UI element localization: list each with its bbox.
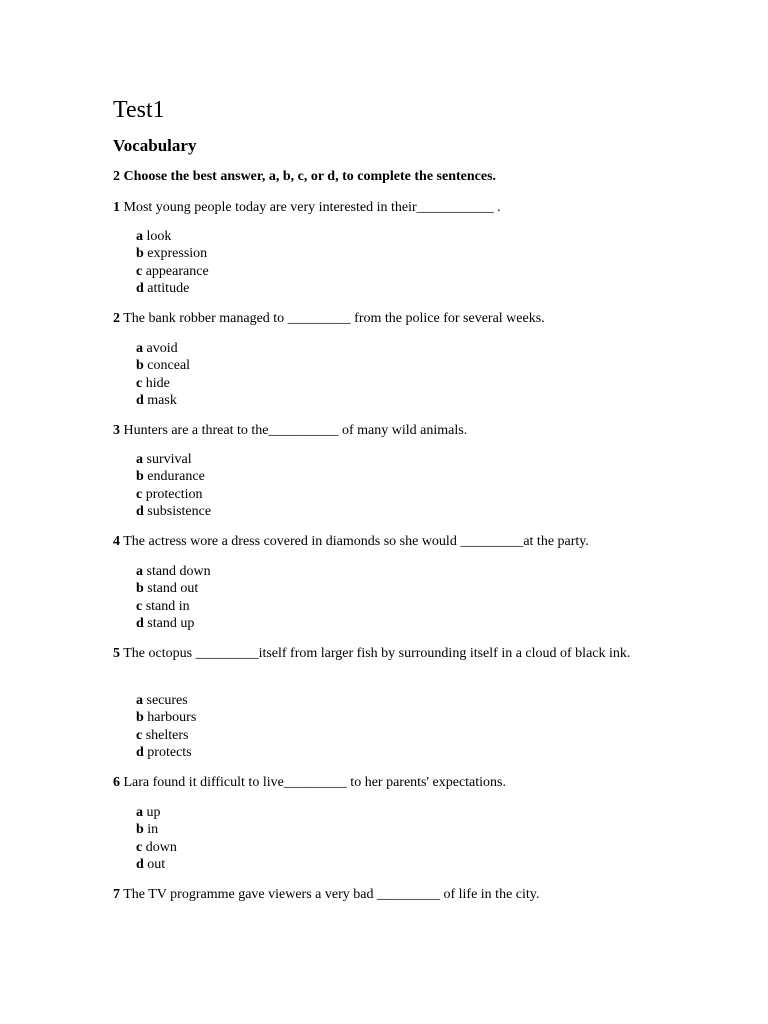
option-d: [136, 744, 196, 761]
option-text: hide: [142, 375, 170, 391]
option-text: protects: [143, 744, 192, 760]
question-number: 1: [113, 200, 120, 215]
option-letter: b: [136, 710, 144, 726]
option-b: [136, 468, 211, 485]
option-text: avoid: [143, 341, 178, 356]
option-text: up: [143, 805, 161, 820]
option-letter: d: [136, 856, 144, 872]
option-letter: b: [136, 469, 144, 485]
option-b: [136, 821, 177, 838]
option-c: [136, 486, 211, 503]
section-heading: Vocabulary: [113, 136, 197, 155]
question-number: 5: [113, 646, 120, 661]
options-q2: [136, 340, 190, 409]
option-c: [136, 263, 209, 280]
question-number: 4: [113, 534, 120, 549]
question-text: Hunters are a threat to the__________ of many wild animals.: [120, 423, 468, 438]
question-3: [113, 422, 661, 439]
option-b: [136, 709, 196, 726]
option-d: [136, 280, 209, 297]
options-q5: [136, 692, 196, 761]
option-text: in: [143, 822, 159, 838]
option-c: [136, 839, 177, 856]
option-b: [136, 245, 209, 262]
option-letter: d: [136, 392, 144, 408]
question-text: The actress wore a dress covered in diamonds so she would _________at the party.: [120, 534, 589, 549]
option-text: protection: [142, 486, 203, 502]
option-b: [136, 357, 190, 374]
option-d: [136, 856, 177, 873]
question-text: Most young people today are very interested in their___________ .: [120, 200, 501, 215]
option-text: subsistence: [143, 503, 212, 519]
options-q1: [136, 228, 209, 297]
option-letter: c: [136, 263, 143, 279]
option-letter: b: [136, 358, 144, 374]
question-number: 7: [113, 887, 120, 902]
option-text: stand in: [142, 598, 190, 614]
question-number: 6: [113, 775, 120, 790]
option-letter: d: [136, 615, 144, 631]
question-4: [113, 533, 661, 550]
option-text: down: [142, 839, 177, 855]
option-letter: d: [136, 744, 144, 760]
option-a: [136, 228, 209, 245]
option-letter: a: [136, 229, 143, 244]
option-letter: c: [136, 839, 143, 855]
option-c: [136, 727, 196, 744]
option-text: conceal: [143, 358, 191, 374]
option-text: expression: [143, 246, 208, 262]
question-2: [113, 310, 661, 327]
page-title: Test1: [113, 97, 165, 123]
option-text: stand down: [143, 564, 211, 579]
exercise-instruction: 2 Choose the best answer, a, b, c, or d, to complete the sentences.: [113, 169, 497, 184]
option-b: [136, 580, 211, 597]
option-a: [136, 804, 177, 821]
option-letter: d: [136, 503, 144, 519]
option-letter: b: [136, 246, 144, 262]
options-q4: [136, 563, 211, 632]
option-text: survival: [143, 452, 192, 467]
question-6: [113, 774, 661, 791]
option-letter: a: [136, 693, 143, 708]
option-letter: c: [136, 486, 143, 502]
option-text: stand out: [143, 581, 199, 597]
option-letter: a: [136, 564, 143, 579]
question-text: The octopus _________itself from larger fish by surrounding itself in a cloud of black ink.: [120, 646, 631, 661]
option-a: [136, 563, 211, 580]
option-text: look: [143, 229, 172, 244]
option-letter: d: [136, 280, 144, 296]
option-text: appearance: [142, 263, 209, 279]
question-number: 2: [113, 311, 120, 326]
question-text: The bank robber managed to _________ from the police for several weeks.: [120, 311, 545, 326]
question-1: [113, 199, 661, 216]
option-letter: a: [136, 805, 143, 820]
option-a: [136, 340, 190, 357]
option-c: [136, 375, 190, 392]
option-text: out: [143, 856, 166, 872]
option-a: [136, 692, 196, 709]
option-letter: b: [136, 581, 144, 597]
option-letter: a: [136, 452, 143, 467]
option-letter: c: [136, 727, 143, 743]
question-5: [113, 645, 661, 662]
question-text: Lara found it difficult to live_________ to her parents' expectations.: [120, 775, 506, 790]
option-text: shelters: [142, 727, 189, 743]
option-text: attitude: [143, 280, 190, 296]
option-text: secures: [143, 693, 188, 708]
option-a: [136, 451, 211, 468]
option-d: [136, 392, 190, 409]
option-c: [136, 598, 211, 615]
options-q6: [136, 804, 177, 873]
option-text: harbours: [143, 710, 197, 726]
option-d: [136, 615, 211, 632]
option-letter: c: [136, 375, 143, 391]
option-text: stand up: [143, 615, 195, 631]
options-q3: [136, 451, 211, 520]
option-letter: c: [136, 598, 143, 614]
question-number: 3: [113, 423, 120, 438]
question-text: The TV programme gave viewers a very bad _________ of life in the city.: [120, 887, 540, 902]
option-letter: a: [136, 341, 143, 356]
option-letter: b: [136, 822, 144, 838]
option-text: mask: [143, 392, 177, 408]
option-text: endurance: [143, 469, 205, 485]
option-d: [136, 503, 211, 520]
question-7: [113, 886, 661, 903]
